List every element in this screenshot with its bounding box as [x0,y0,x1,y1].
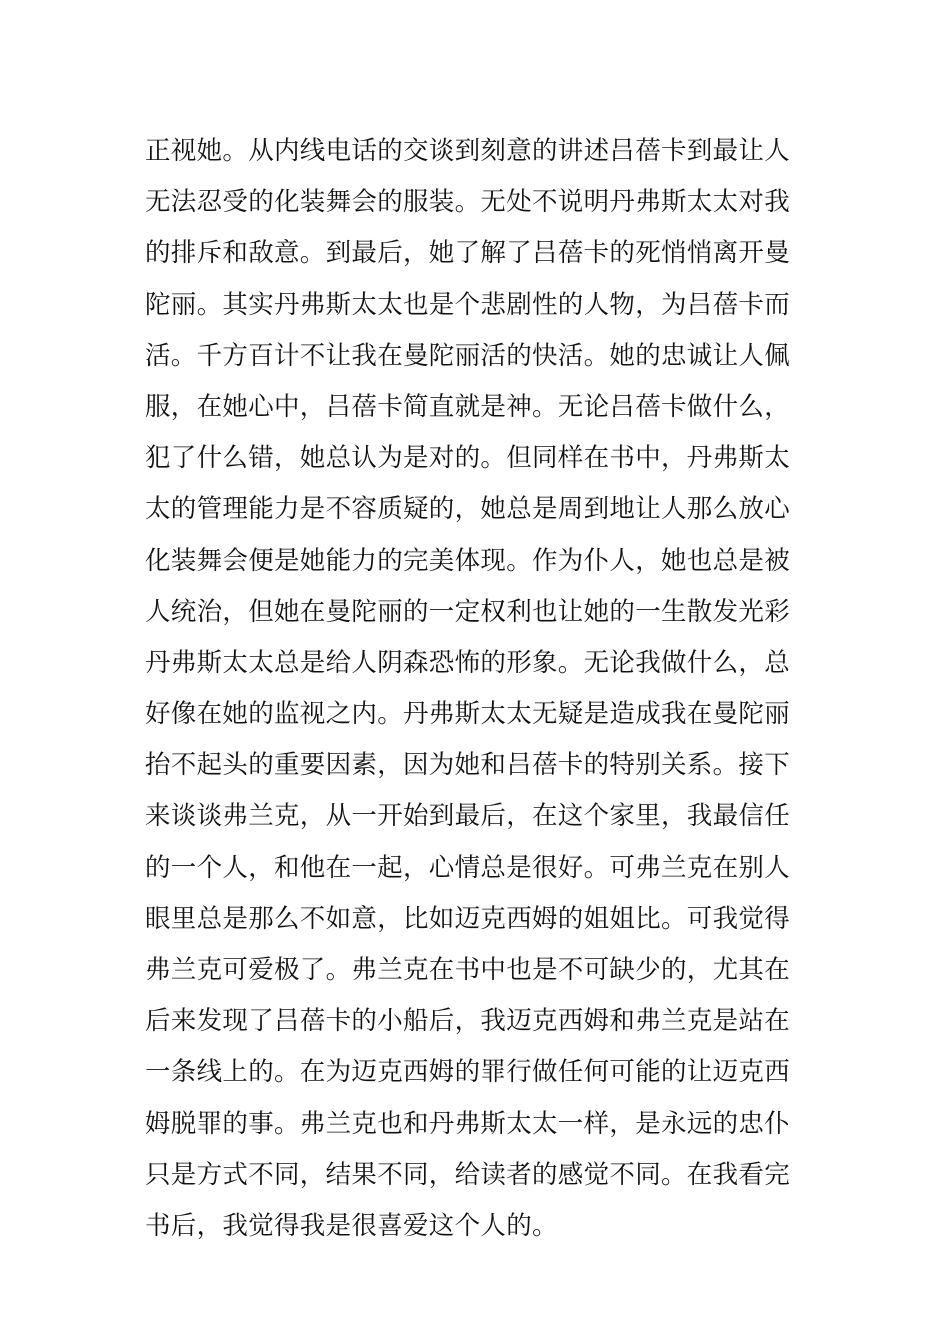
text-line: 书后，我觉得我是很喜爱这个人的。 [145,1210,558,1241]
text-line: 只是方式不同，结果不同，给读者的感觉不同。在我看完 [145,1159,791,1190]
text-line: 弗兰克可爱极了。弗兰克在书中也是不可缺少的，尤其在 [145,955,791,985]
text-line: 陀丽。其实丹弗斯太太也是个悲剧性的人物，为吕蓓卡而 [145,289,791,320]
text-line: 活。千方百计不让我在曼陀丽活的快活。她的忠诚让人佩 [145,340,791,371]
text-line: 服，在她心中，吕蓓卡简直就是神。无论吕蓓卡做什么， [145,391,791,422]
text-line: 好像在她的监视之内。丹弗斯太太无疑是造成我在曼陀丽 [145,699,791,730]
text-line: 化装舞会便是她能力的完美体现。作为仆人，她也总是被 [145,545,791,576]
text-line: 抬不起头的重要因素，因为她和吕蓓卡的特别关系。接下 [145,750,791,781]
text-line: 的排斥和敌意。到最后，她了解了吕蓓卡的死悄悄离开曼 [145,238,791,269]
text-line: 的一个人，和他在一起，心情总是很好。可弗兰克在别人 [145,852,791,883]
text-line: 无法忍受的化装舞会的服装。无处不说明丹弗斯太太对我 [145,187,791,218]
text-line: 眼里总是那么不如意，比如迈克西姆的姐姐比。可我觉得 [145,903,791,934]
text-line: 姆脱罪的事。弗兰克也和丹弗斯太太一样，是永远的忠仆 [145,1108,791,1139]
text-line: 犯了什么错，她总认为是对的。但同样在书中，丹弗斯太 [145,443,791,474]
text-line: 一条线上的。在为迈克西姆的罪行做任何可能的让迈克西 [145,1057,791,1088]
text-line: 正视她。从内线电话的交谈到刻意的讲述吕蓓卡到最让人 [145,136,791,166]
text-line: 来谈谈弗兰克，从一开始到最后，在这个家里，我最信任 [145,801,791,832]
body-text [145,126,825,1252]
text-line: 人统治，但她在曼陀丽的一定权利也让她的一生散发光彩 [145,596,791,627]
text-line: 丹弗斯太太总是给人阴森恐怖的形象。无论我做什么，总 [145,647,791,678]
text-line: 太的管理能力是不容质疑的，她总是周到地让人那么放心 [145,494,791,525]
text-line: 后来发现了吕蓓卡的小船后，我迈克西姆和弗兰克是站在 [145,1006,791,1037]
